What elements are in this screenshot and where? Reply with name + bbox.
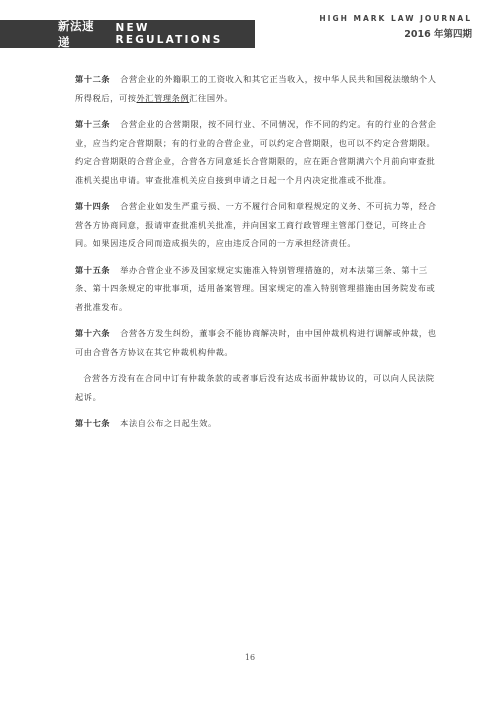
section-banner <box>0 20 255 48</box>
article-title: 第十三条 <box>75 119 111 129</box>
page-number: 16 <box>244 653 256 662</box>
article-12 <box>75 70 439 107</box>
article-text: 合营企业的外籍职工的工资收入和其它正当收入，按中华人民共和国税法缴纳个人所得税后，可按 <box>75 74 437 103</box>
article-text: 合营企业的合营期限，按不同行业、不同情况，作不同的约定。有的行业的合营企业，应当约定合营期限；有的行业的合营企业，可以约定合营期限，也可以不约定合营期限。约定合营期限的合营企业，合营各方同意延长合营期限的，应在距合营期满六个月前向审查批准机关提出申请。审查批准机关应自接到申请之日起一个月内决定批准或不批准。 <box>75 119 437 185</box>
article-17 <box>75 414 439 433</box>
article-text: 本法自公布之日起生效。 <box>120 418 217 428</box>
article-16-paragraph-2 <box>75 369 439 406</box>
article-14 <box>75 197 439 253</box>
article-15 <box>75 261 439 317</box>
journal-name: HIGH MARK LAW JOURNAL <box>319 14 472 23</box>
article-16 <box>75 324 439 361</box>
article-text: 合营各方没有在合同中订有仲裁条款的或者事后没有达成书面仲裁协议的，可以向人民法院起诉。 <box>75 373 435 402</box>
journal-issue: 2016 年第四期 <box>404 29 472 40</box>
section-title-cn: 新法速递 <box>58 19 94 49</box>
article-title: 第十二条 <box>75 74 111 84</box>
section-title-en: NEW REGULATIONS <box>115 22 223 46</box>
article-text: 举办合营企业不涉及国家规定实施准入特别管理措施的，对本法第三条、第十三条、第十四条规定的审批事项，适用备案管理。国家规定的准入特别管理措施由国务院发布或者批准发布。 <box>75 264 436 312</box>
article-title: 第十七条 <box>75 418 111 428</box>
article-text: 汇往国外。 <box>189 92 234 103</box>
article-title: 第十五条 <box>75 264 111 275</box>
article-13 <box>75 115 439 189</box>
article-text: 合营企业如发生严重亏损、一方不履行合同和章程规定的义务、不可抗力等，经合营各方协商同意，报请审查批准机关批准，并向国家工商行政管理主管部门登记，可终止合同。如果因违反合同而造成损失的，应由违反合同的一方承担经济责任。 <box>75 201 437 248</box>
article-text: 合营各方发生纠纷，董事会不能协商解决时，由中国仲裁机构进行调解或仲裁，也可由合营各方协议在其它仲裁机构仲裁。 <box>75 328 437 357</box>
article-title: 第十六条 <box>75 328 111 338</box>
article-body <box>75 70 439 441</box>
article-title: 第十四条 <box>75 201 111 211</box>
regulation-link[interactable]: 外汇管理条例 <box>136 92 190 103</box>
journal-masthead <box>319 14 472 40</box>
